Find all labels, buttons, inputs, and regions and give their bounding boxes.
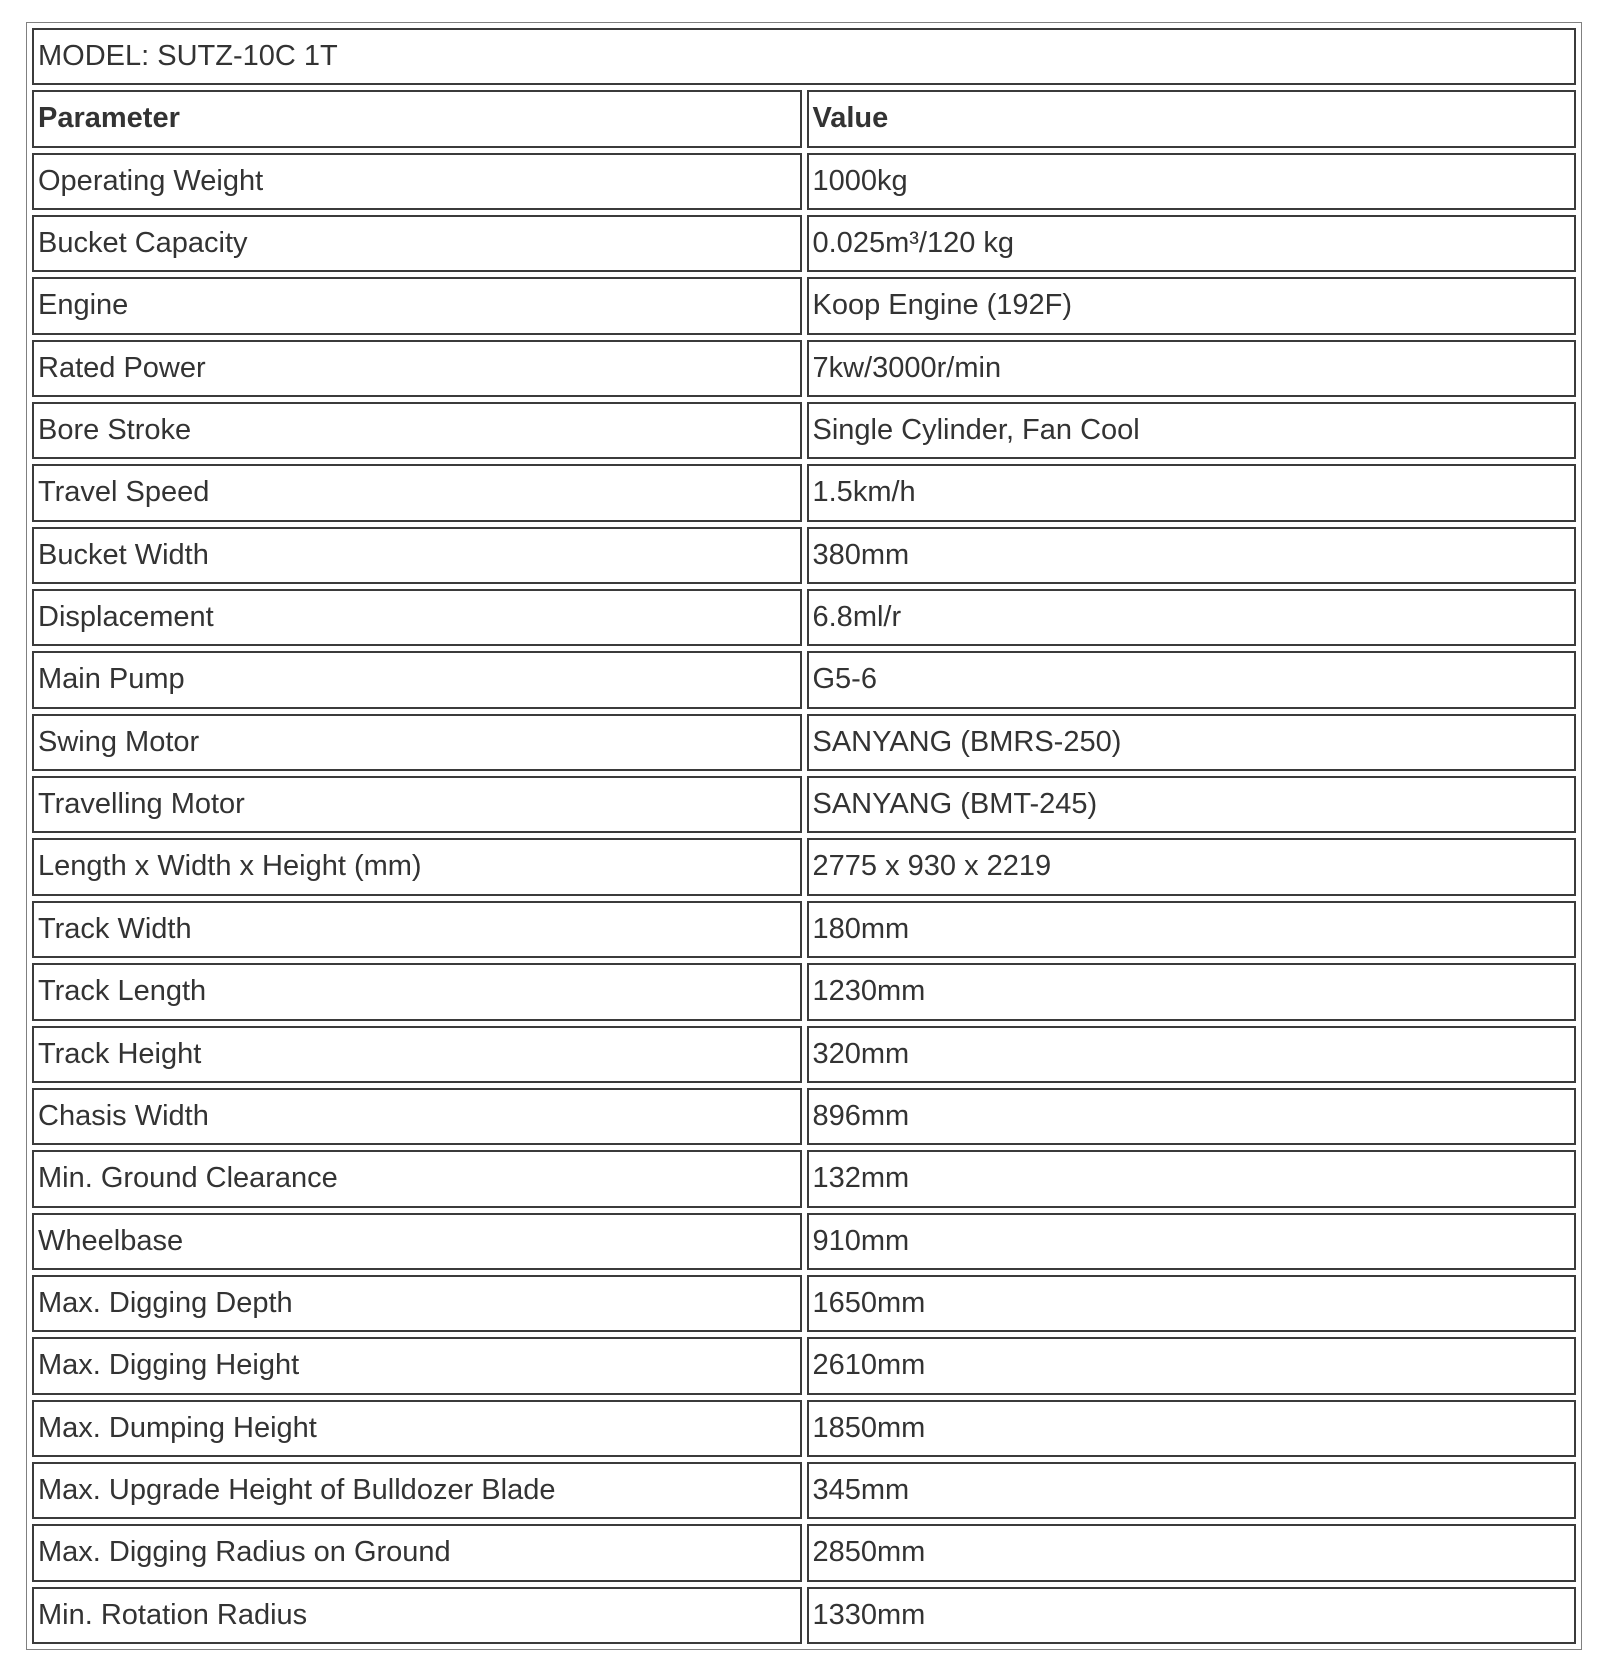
table-row (32, 1213, 1576, 1270)
table-row (32, 1026, 1576, 1083)
value-cell: 0.025m³/120 kg (807, 215, 1577, 272)
value-cell: Single Cylinder, Fan Cool (807, 402, 1577, 459)
table-row (32, 464, 1576, 521)
value-cell: 7kw/3000r/min (807, 340, 1577, 397)
table-row (32, 277, 1576, 334)
value-cell: 320mm (807, 1026, 1577, 1083)
parameter-cell: Travel Speed (32, 464, 802, 521)
table-row (32, 1587, 1576, 1644)
value-cell: 896mm (807, 1088, 1577, 1145)
parameter-cell: Max. Digging Height (32, 1337, 802, 1394)
table-row (32, 1524, 1576, 1581)
value-cell: SANYANG (BMRS-250) (807, 714, 1577, 771)
parameter-cell: Length x Width x Height (mm) (32, 838, 802, 895)
parameter-cell: Travelling Motor (32, 776, 802, 833)
value-cell: 1850mm (807, 1400, 1577, 1457)
parameter-cell: Operating Weight (32, 153, 802, 210)
table-row (32, 901, 1576, 958)
table-row (32, 153, 1576, 210)
column-header-value: Value (807, 90, 1577, 147)
value-cell: Koop Engine (192F) (807, 277, 1577, 334)
spec-table (26, 22, 1582, 1650)
value-cell: 1650mm (807, 1275, 1577, 1332)
value-cell: 2850mm (807, 1524, 1577, 1581)
value-cell: 380mm (807, 527, 1577, 584)
table-row (32, 1275, 1576, 1332)
table-title: MODEL: SUTZ-10C 1T (32, 28, 1576, 85)
header-row (32, 90, 1576, 147)
parameter-cell: Bore Stroke (32, 402, 802, 459)
value-cell: SANYANG (BMT-245) (807, 776, 1577, 833)
table-row (32, 838, 1576, 895)
parameter-cell: Max. Digging Radius on Ground (32, 1524, 802, 1581)
table-row (32, 1400, 1576, 1457)
table-row (32, 1462, 1576, 1519)
value-cell: 132mm (807, 1150, 1577, 1207)
value-cell: G5-6 (807, 651, 1577, 708)
value-cell: 345mm (807, 1462, 1577, 1519)
parameter-cell: Engine (32, 277, 802, 334)
table-row (32, 589, 1576, 646)
value-cell: 1330mm (807, 1587, 1577, 1644)
column-header-parameter: Parameter (32, 90, 802, 147)
table-row (32, 1337, 1576, 1394)
table-row (32, 963, 1576, 1020)
value-cell: 1230mm (807, 963, 1577, 1020)
table-row (32, 651, 1576, 708)
parameter-cell: Rated Power (32, 340, 802, 397)
parameter-cell: Track Width (32, 901, 802, 958)
parameter-cell: Max. Dumping Height (32, 1400, 802, 1457)
table-row (32, 215, 1576, 272)
spec-rows (32, 153, 1576, 1644)
parameter-cell: Bucket Capacity (32, 215, 802, 272)
parameter-cell: Wheelbase (32, 1213, 802, 1270)
title-row (32, 28, 1576, 85)
table-row (32, 714, 1576, 771)
parameter-cell: Displacement (32, 589, 802, 646)
value-cell: 2610mm (807, 1337, 1577, 1394)
table-row (32, 402, 1576, 459)
table-row (32, 340, 1576, 397)
parameter-cell: Min. Rotation Radius (32, 1587, 802, 1644)
table-row (32, 776, 1576, 833)
parameter-cell: Swing Motor (32, 714, 802, 771)
value-cell: 910mm (807, 1213, 1577, 1270)
parameter-cell: Main Pump (32, 651, 802, 708)
table-row (32, 1150, 1576, 1207)
parameter-cell: Min. Ground Clearance (32, 1150, 802, 1207)
value-cell: 2775 x 930 x 2219 (807, 838, 1577, 895)
table-row (32, 1088, 1576, 1145)
value-cell: 180mm (807, 901, 1577, 958)
parameter-cell: Chasis Width (32, 1088, 802, 1145)
parameter-cell: Max. Digging Depth (32, 1275, 802, 1332)
value-cell: 1.5km/h (807, 464, 1577, 521)
parameter-cell: Max. Upgrade Height of Bulldozer Blade (32, 1462, 802, 1519)
parameter-cell: Track Length (32, 963, 802, 1020)
table-row (32, 527, 1576, 584)
value-cell: 6.8ml/r (807, 589, 1577, 646)
value-cell: 1000kg (807, 153, 1577, 210)
parameter-cell: Bucket Width (32, 527, 802, 584)
parameter-cell: Track Height (32, 1026, 802, 1083)
